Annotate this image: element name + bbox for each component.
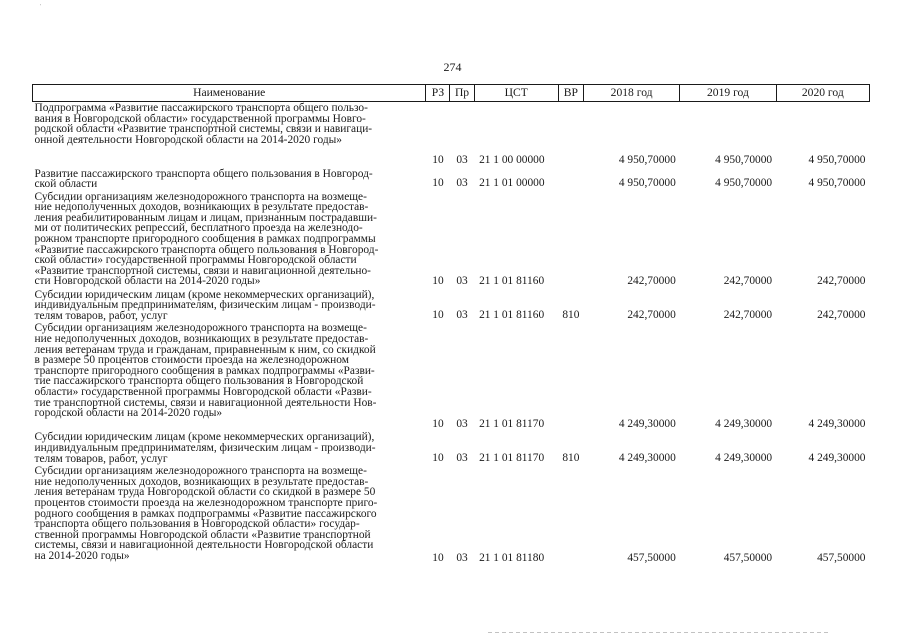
table-body — [33, 102, 870, 566]
table-row — [33, 465, 870, 565]
row-2020: 457,50000 — [817, 551, 866, 564]
row-name-line: транспорта общего пользования в Новгородской области» государ- — [34, 518, 360, 531]
row-2020: 4 249,30000 — [808, 417, 866, 430]
row-name-line: ственной программы Новгородской области «Развитие транспортной — [34, 528, 371, 541]
row-2018: 4 249,30000 — [618, 417, 676, 430]
header-2019: 2019 год — [680, 85, 776, 102]
row-rz: 10 — [432, 308, 444, 321]
header-2018: 2018 год — [583, 85, 679, 102]
row-name — [33, 168, 426, 191]
row-name-line: ние недополученных доходов, возникающих в результате предостав- — [34, 333, 369, 346]
header-name: Наименование — [33, 85, 426, 102]
row-pr: 03 — [456, 275, 468, 288]
row-pr: 03 — [456, 308, 468, 321]
page-number: 274 — [443, 60, 462, 74]
row-2018: 242,70000 — [627, 308, 676, 321]
row-rz: 10 — [432, 451, 444, 464]
row-name-line: Развитие пассажирского транспорта общего пользования в Новгород- — [34, 167, 373, 180]
row-name-line: сти Новгородской области на 2014-2020 годы» — [34, 275, 261, 288]
row-2018: 4 950,70000 — [618, 177, 676, 190]
row-name-line: онной деятельности Новгородской области на 2014-2020 годы» — [34, 133, 342, 146]
row-name-line: в размере 50 процентов стоимости проезда на железнодорожном — [34, 354, 349, 367]
row-name-line: ления ветеранам труда Новгородской области со скидкой в размере 50 — [34, 486, 376, 499]
row-pr: 03 — [456, 417, 468, 430]
row-2019: 4 249,30000 — [715, 451, 773, 464]
row-name — [33, 431, 426, 465]
row-pr: 03 — [456, 177, 468, 190]
row-name-line: ние недополученных доходов, возникающих в результате предостав- — [34, 201, 369, 214]
row-pr: 03 — [456, 153, 468, 166]
row-name-line: транспорте пригородного сообщения в рамках подпрограммы «Разви- — [34, 364, 375, 377]
row-name-line: Подпрограмма «Развитие пассажирского транспорта общего пользо- — [34, 102, 368, 114]
row-name-line: Субсидии юридическим лицам (кроме некоммерческих организаций), — [34, 288, 375, 301]
row-2019: 457,50000 — [723, 551, 773, 564]
row-name-line: ления реабилитированным лицам и лицам, признанным пострадавши- — [34, 211, 377, 224]
budget-table — [32, 84, 870, 565]
row-rz: 10 — [432, 551, 444, 564]
row-2018: 4 249,30000 — [618, 451, 676, 464]
row-name-line: Субсидии организациям железнодорожного транспорта на возмеще- — [34, 465, 367, 478]
row-vr — [558, 102, 583, 168]
table-header — [33, 85, 870, 102]
scan-corner-mark: ' — [40, 4, 42, 10]
row-name-line: индивидуальным предпринимателям, физическим лицам - производи- — [34, 299, 376, 312]
row-2018: 4 950,70000 — [618, 153, 676, 166]
row-name-line: на 2014-2020 годы» — [34, 550, 130, 562]
row-name — [33, 465, 426, 565]
table-row — [33, 102, 870, 168]
row-2019: 4 950,70000 — [715, 177, 773, 190]
row-name-line: телям товаров, работ, услуг — [34, 452, 168, 465]
row-2018: 457,50000 — [627, 551, 676, 564]
header-rz: РЗ — [426, 85, 450, 102]
row-name-line: рожном транспорте пригородного сообщения в рамках подпрограммы — [34, 233, 376, 246]
row-2019: 4 249,30000 — [715, 417, 773, 430]
row-name — [33, 102, 426, 168]
row-name-line: ления ветеранам труда и гражданам, приравненным к ним, со скидкой — [34, 343, 376, 356]
row-cst: 21 1 01 81170 — [479, 417, 545, 430]
row-cst: 21 1 01 81170 — [479, 451, 545, 464]
row-pr: 03 — [456, 551, 468, 564]
row-name-line: «Развитие транспортной системы, связи и навигационной деятельно- — [34, 264, 371, 277]
row-rz: 10 — [432, 275, 444, 288]
table-row — [33, 168, 870, 191]
row-name-line: области» государственной программы Новгородской области «Разви- — [34, 386, 372, 399]
row-name-line: Субсидии юридическим лицам (кроме некоммерческих организаций), — [34, 431, 375, 444]
row-vr: 810 — [562, 308, 580, 321]
row-name-line: тие транспортной системы, связи и навигационной деятельности Нов- — [34, 396, 377, 409]
row-name-line: вания в Новгородской области» государственной программы Новго- — [34, 112, 366, 125]
row-name-line: ми от политических репрессий, бесплатного проезда на железнодо- — [34, 222, 363, 235]
row-2020: 242,70000 — [817, 275, 866, 288]
row-2018: 242,70000 — [627, 275, 676, 288]
row-name-line: телям товаров, работ, услуг — [34, 309, 168, 322]
row-rz: 10 — [432, 417, 444, 430]
row-2019: 242,70000 — [723, 308, 773, 321]
row-name — [33, 289, 426, 323]
row-name-line: индивидуальным предпринимателям, физическим лицам - производи- — [34, 442, 376, 455]
row-pr: 03 — [456, 451, 468, 464]
row-name-line: ской области — [34, 178, 98, 191]
row-name-line: городской области на 2014-2020 годы» — [34, 407, 223, 420]
row-2020: 242,70000 — [817, 308, 866, 321]
row-name-line: родской области «Развитие транспортной системы, связи и навигаци- — [34, 123, 373, 136]
row-name-line: процентов стоимости проезда на железнодорожном транспорте приго- — [34, 497, 378, 510]
row-vr — [558, 168, 583, 191]
row-2019: 242,70000 — [723, 275, 773, 288]
row-vr — [558, 322, 583, 431]
row-cst: 21 1 00 00000 — [479, 153, 545, 166]
row-cst: 21 1 01 00000 — [479, 177, 545, 190]
row-name-line: тие пассажирского транспорта общего пользования в Новгородской — [34, 375, 364, 388]
row-name-line: ской области» государственной программы Новгородской области — [34, 254, 357, 267]
row-vr — [558, 465, 583, 565]
scan-footer-artifact — [488, 632, 828, 633]
row-cst: 21 1 01 81180 — [479, 551, 545, 564]
row-name-line: Субсидии организациям железнодорожного транспорта на возмеще- — [34, 322, 367, 335]
header-vr: ВР — [558, 85, 583, 102]
row-2020: 4 950,70000 — [808, 177, 866, 190]
row-2019: 4 950,70000 — [715, 153, 773, 166]
row-name-line: Субсидии организациям железнодорожного транспорта на возмеще- — [34, 190, 367, 203]
table-row — [33, 289, 870, 323]
row-cst: 21 1 01 81160 — [479, 275, 545, 288]
row-2020: 4 249,30000 — [808, 451, 866, 464]
header-pr: Пр — [450, 85, 474, 102]
table-row — [33, 191, 870, 289]
row-cst: 21 1 01 81160 — [479, 308, 545, 321]
row-name-line: ние недополученных доходов, возникающих в результате предостав- — [34, 475, 369, 488]
row-vr — [558, 191, 583, 289]
header-cst: ЦСТ — [474, 85, 558, 102]
table-row — [33, 322, 870, 431]
row-2020: 4 950,70000 — [808, 153, 866, 166]
row-rz: 10 — [432, 153, 444, 166]
row-rz: 10 — [432, 177, 444, 190]
row-name — [33, 191, 426, 289]
row-name — [33, 322, 426, 431]
table-row — [33, 431, 870, 465]
row-vr: 810 — [562, 451, 580, 464]
row-name-line: системы, связи и навигационной деятельности Новгородской области — [34, 539, 374, 552]
row-name-line: «Развитие пассажирского транспорта общего пользования в Новгород- — [34, 243, 379, 256]
row-name-line: родного сообщения в рамках подпрограммы «Развитие пассажирского — [34, 507, 377, 520]
header-2020: 2020 год — [776, 85, 869, 102]
